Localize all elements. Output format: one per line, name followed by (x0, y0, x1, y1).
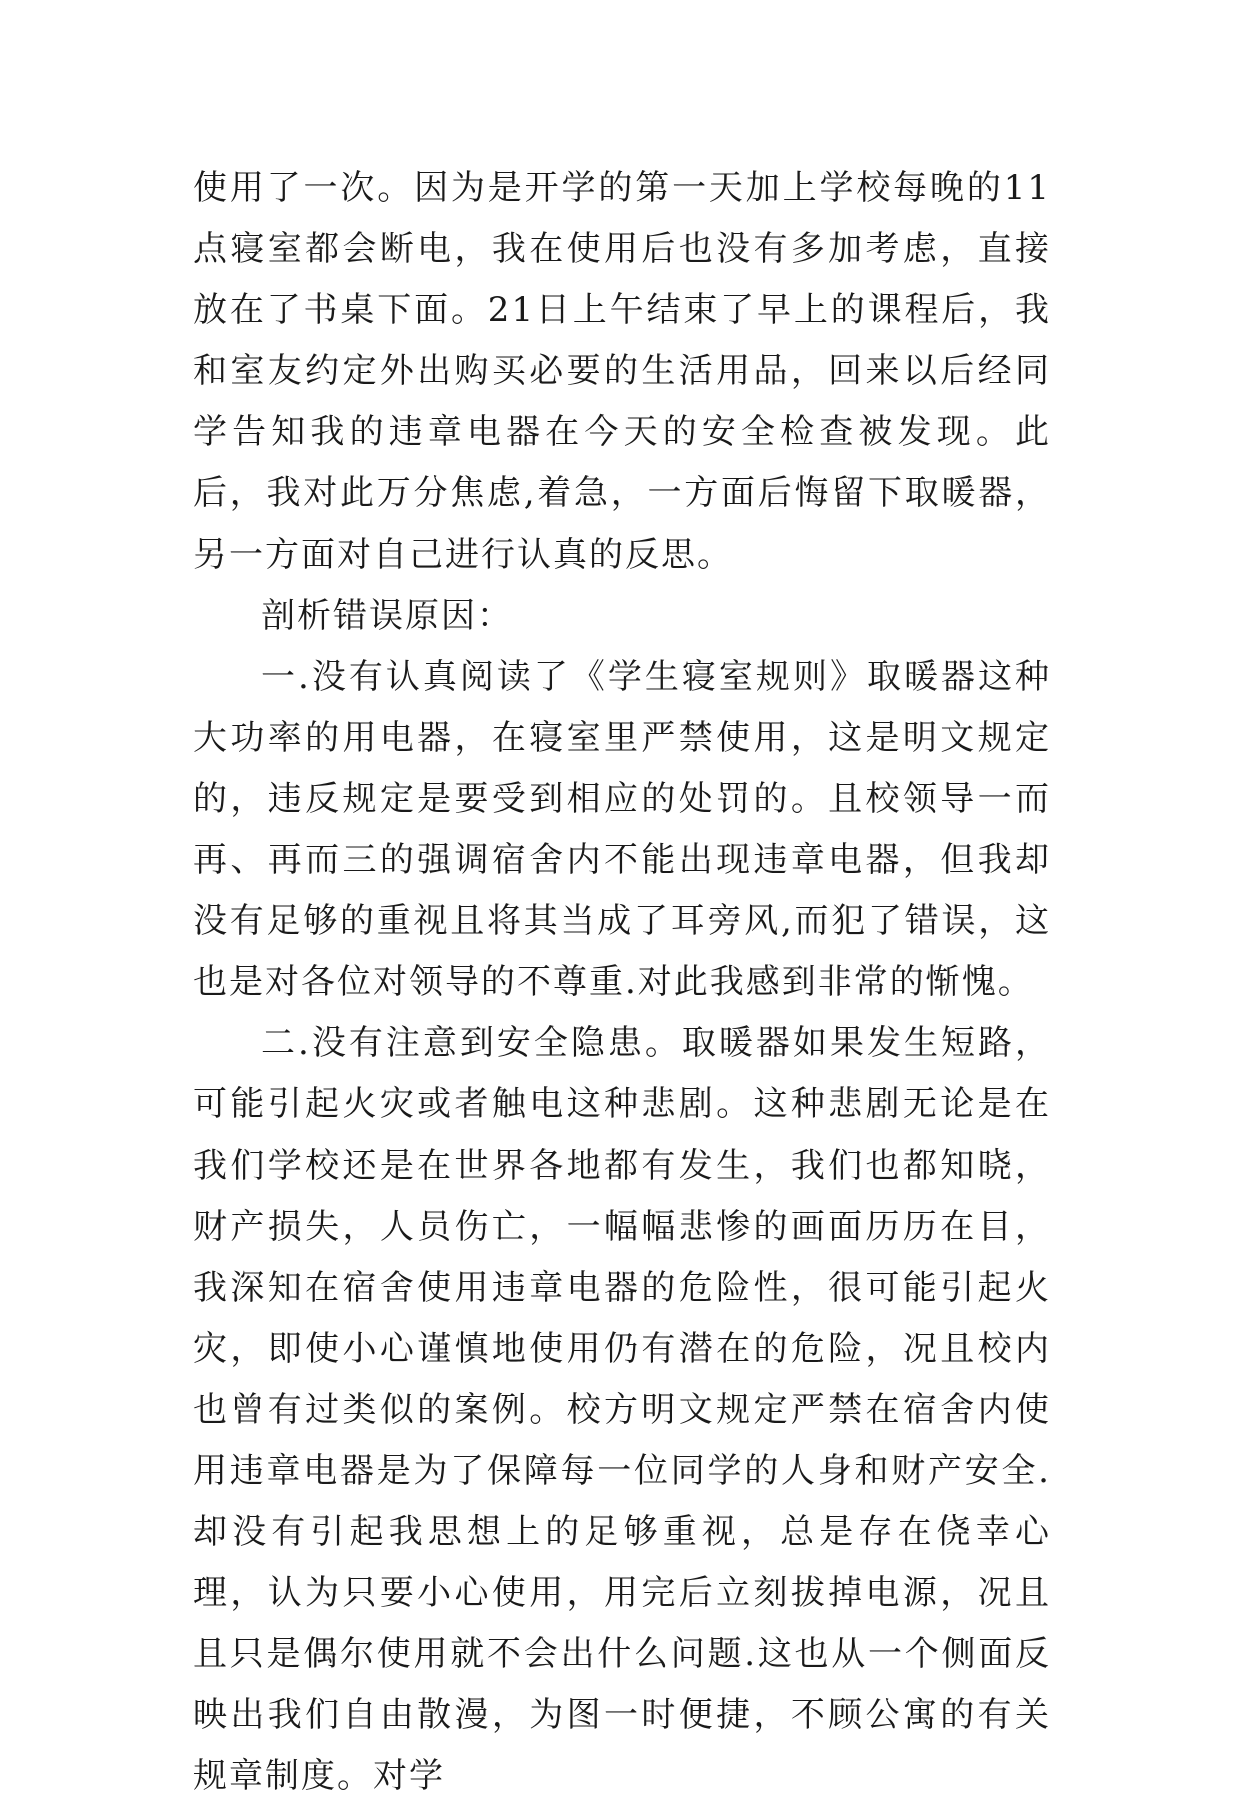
paragraph-reason-one: 一.没有认真阅读了《学生寝室规则》取暖器这种大功率的用电器，在寝室里严禁使用，这是明文规定的，违反规定是要受到相应的处罚的。且校领导一而再、再而三的强调宿舍内不能出现违章电器，但我却没有足够的重视且将其当成了耳旁风,而犯了错误，这也是对各位对领导的不尊重.对此我感到非常的惭愧。 (193, 656, 1051, 1003)
paragraph-incident-description: 使用了一次。因为是开学的第一天加上学校每晚的11点寝室都会断电，我在使用后也没有多加考虑，直接放在了书桌下面。21日上午结束了早上的课程后，我和室友约定外出购买必要的生活用品，回来以后经同学告知我的违章电器在今天的安全检查被发现。此后，我对此万分焦虑,着急，一方面后悔留下取暖器，另一方面对自己进行认真的反思。 (193, 168, 1051, 575)
paragraph-section-heading: 剖析错误原因： (261, 595, 513, 636)
paragraph-reason-two: 二.没有注意到安全隐患。取暖器如果发生短路，可能引起火灾或者触电这种悲剧。这种悲剧无论是在我们学校还是在世界各地都有发生，我们也都知晓，财产损失，人员伤亡，一幅幅悲惨的画面历历在目，我深知在宿舍使用违章电器的危险性，很可能引起火灾，即使小心谨慎地使用仍有潜在的危险，况且校内也曾有过类似的案例。校方明文规定严禁在宿舍内使用违章电器是为了保障每一位同学的人身和财产安全.却没有引起我思想上的足够重视，总是存在侥幸心理，认为只要小心使用，用完后立刻拔掉电源，况且且只是偶尔使用就不会出什么问题.这也从一个侧面反映出我们自由散漫，为图一时便捷，不顾公寓的有关规章制度。对学 (193, 1023, 1051, 1797)
document-body (193, 158, 1051, 1808)
